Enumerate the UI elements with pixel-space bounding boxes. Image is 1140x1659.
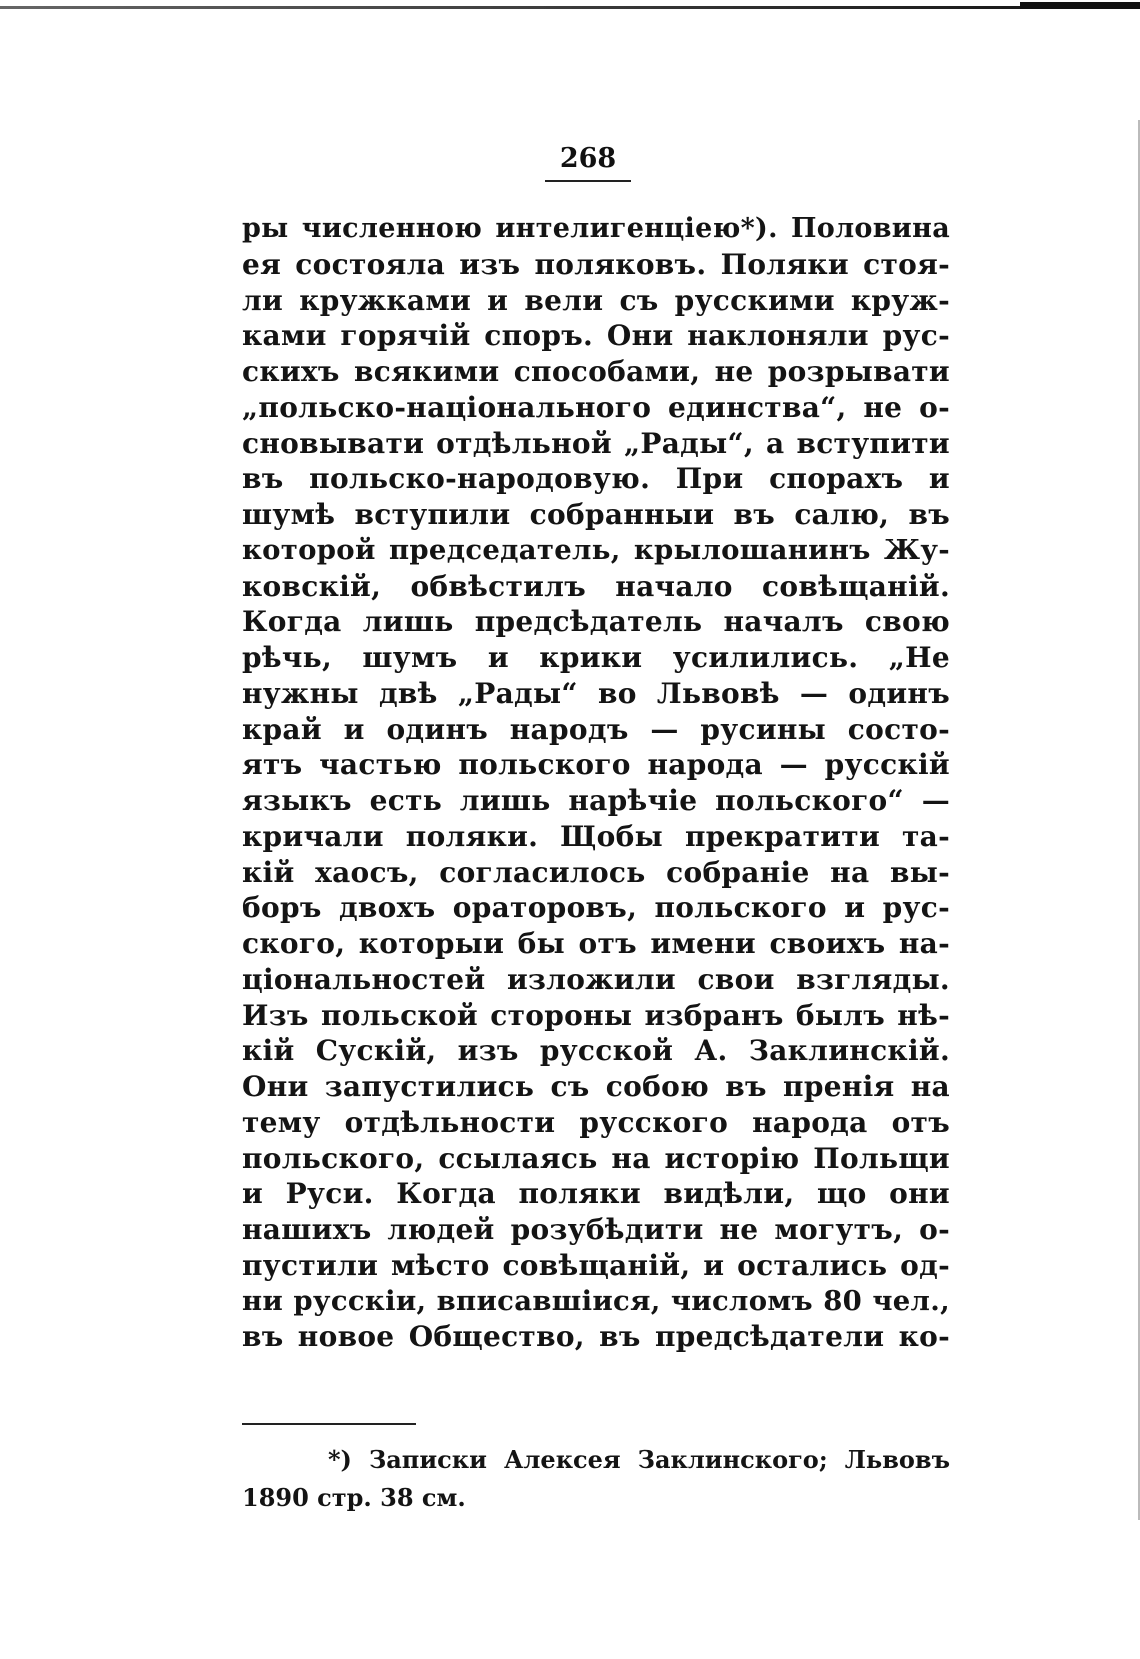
body-line: ковскій, обвѣстилъ начало совѣщаній. xyxy=(242,569,950,603)
body-line: ского, которыи бы отъ имени своихъ на- xyxy=(242,927,950,960)
body-line: ры численною интелигенціею*). Половина xyxy=(242,213,950,244)
body-line: въ новое Общество, въ предсѣдатели ко- xyxy=(242,1320,950,1354)
body-line: кій Сускій, изъ русской А. Заклинскій. xyxy=(242,1034,950,1068)
body-line: ни русскіи, вписавшіися, числомъ 80 чел., xyxy=(242,1284,950,1317)
body-line: тему отдѣльности русского народа отъ xyxy=(242,1105,950,1139)
body-line: шумѣ вступили собранныи въ салю, въ xyxy=(242,498,950,531)
body-line: ятъ частью польского народа — русскій xyxy=(242,748,950,782)
body-line: въ польско-народовую. При спорахъ и xyxy=(242,462,950,496)
body-line: нужны двѣ „Рады“ во Львовѣ — одинъ xyxy=(242,676,950,710)
body-line: языкъ есть лишь нарѣчіе польского“ — xyxy=(242,784,950,817)
footnote-line: *) Записки Алексея Заклинского; Львовъ xyxy=(328,1445,950,1474)
body-line: ли кружками и вели съ русскими круж- xyxy=(242,283,950,317)
body-line: Изъ польской стороны избранъ былъ нѣ- xyxy=(242,998,950,1032)
body-line: скихъ всякими способами, не розрывати xyxy=(242,355,950,388)
footnote-line: 1890 стр. 38 см. xyxy=(242,1483,466,1512)
footnote-separator xyxy=(242,1423,416,1425)
body-line: которой председатель, крылошанинъ Жу- xyxy=(242,533,950,566)
body-line: ея состояла изъ поляковъ. Поляки стоя- xyxy=(242,247,950,281)
body-line: кій хаосъ, согласилось собраніе на вы- xyxy=(242,855,950,889)
body-line: кричали поляки. Щобы прекратити та- xyxy=(242,819,950,853)
footnote xyxy=(242,1441,950,1517)
top-edge-rule-thick xyxy=(1020,2,1140,9)
body-line: рѣчь, шумъ и крики усилились. „Не xyxy=(242,641,950,674)
body-line: Они запустились съ собою въ пренія на xyxy=(242,1070,950,1103)
body-line: ціональностей изложили свои взгляды. xyxy=(242,962,950,996)
body-line: Когда лишь предсѣдатель началъ свою xyxy=(242,605,950,639)
body-line: сновывати отдѣльной „Рады“, а вступити xyxy=(242,426,950,460)
body-text xyxy=(242,211,950,1355)
body-line: польского, ссылаясь на исторію Польщи xyxy=(242,1141,950,1175)
top-edge-rule xyxy=(0,6,1140,9)
body-line: пустили мѣсто совѣщаній, и остались од- xyxy=(242,1248,950,1282)
body-line: край и одинъ народъ — русины состо- xyxy=(242,712,950,746)
page-number-underline xyxy=(545,180,631,182)
body-line: „польско-національного единства“, не о- xyxy=(242,390,950,424)
body-line: нашихъ людей розубѣдити не могутъ, о- xyxy=(242,1213,950,1246)
body-line: ками горячій споръ. Они наклоняли рус- xyxy=(242,319,950,353)
body-line: боръ двохъ ораторовъ, польского и рус- xyxy=(242,891,950,925)
page-number: 268 xyxy=(559,143,617,174)
body-line: и Руси. Когда поляки видѣли, що они xyxy=(242,1177,950,1211)
